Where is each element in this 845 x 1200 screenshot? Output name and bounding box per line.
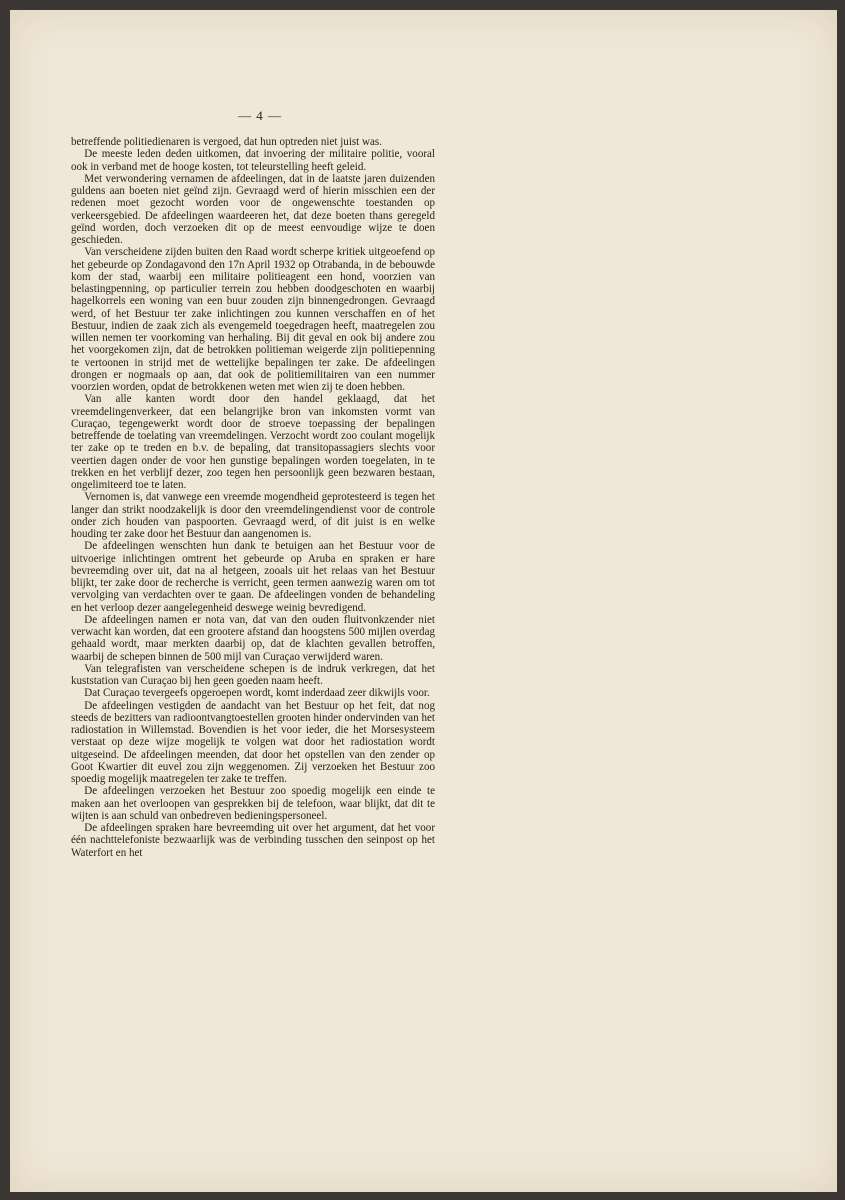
document-page [10, 10, 837, 1192]
paragraph: De meeste leden deden uitkomen, dat invoering der militaire politie, vooral ook in verband met de hooge kosten, tot teleurstelling heeft geleid. [71, 148, 435, 173]
paragraph: De afdeelingen verzoeken het Bestuur zoo spoedig mogelijk een einde te maken aan het overloopen van gesprekken bij de telefoon, waar blijkt, dat dit te wijten is aan schuld van onbedreven bedieningspersoneel. [71, 785, 435, 822]
paragraph: De afdeelingen vestigden de aandacht van het Bestuur op het feit, dat nog steeds de bezitters van radioontvangtoestellen grooten hinder ondervinden van het radiostation in Willemstad. Bovendien is het voor ieder, die het Morsesysteem verstaat op deze wijze mogelijk te volgen wat door het radiostation wordt uitgeseind. De afdeelingen meenden, dat door het opstellen van den zender op Goot Kwartier dit euvel zou zijn weggenomen. Zij verzoeken het Bestuur zoo spoedig mogelijk maatregelen ter zake te treffen. [71, 699, 435, 785]
paragraph: betreffende politiedienaren is vergoed, dat hun optreden niet juist was. [71, 136, 382, 148]
paragraph: Van telegrafisten van verscheidene schepen is de indruk verkregen, dat het kuststation van Curaçao bij hen geen goeden naam heeft. [71, 662, 435, 687]
page-number: — 4 — [238, 108, 282, 123]
paragraph: De afdeelingen namen er nota van, dat van den ouden fluitvonkzender niet verwacht kan worden, dat een grootere afstand dan hoogstens 500 mijlen overdag gehaald wordt, maar merkten daarbij op, dat de klachten gevallen betroffen, waarbij de schepen binnen de 500 mijl van Curaçao verwijderd waren. [71, 613, 435, 663]
paragraph: Van alle kanten wordt door den handel geklaagd, dat het vreemdelingenverkeer, dat een belangrijke bron van inkomsten vormt van Curaçao, tegengewerkt wordt door de stroeve toepassing der bepalingen betreffende de toelating van vreemdelingen. Verzocht wordt zoo coulant mogelijk ter zake op te treden en b.v. de bepaling, dat transitopassagiers slechts voor veertien dagen onder de voor hen gunstige bepalingen worden toegelaten, in te trekken en het verblijf dezer, zoo tegen hen persoonlijk geen bezwaren bestaan, ongelimiteerd toe te laten. [71, 393, 435, 491]
paragraph: Van verscheidene zijden buiten den Raad wordt scherpe kritiek uitgeoefend op het gebeurde op Zondagavond den 17n April 1932 op Otrabanda, in de bebouwde kom der stad, waarbij een militaire politieagent een hond, voorzien van belastingpenning, op particulier terrein zou hebben doodgeschoten en waarbij hagelkorrels een woning van een buur zouden zijn binnengedrongen. Gevraagd werd, of het Bestuur ter zake inlichtingen zou kunnen verschaffen en of het Bestuur, indien de zaak zich als evengemeld toegedragen heeft, maatregelen zou willen nemen ter voorkoming van herhaling. Bij dit geval en ook bij andere zou het voorgekomen zijn, dat de betrokken politieman weigerde zijn politiepenning te vertoonen in strijd met de wettelijke bepalingen ter zake. De afdeelingen drongen er nogmaals op aan, dat ook de politiemilitairen van een nummer voorzien worden, opdat de betrokkenen weten met wien zij te doen hebben. [71, 246, 435, 393]
paragraph: De afdeelingen wenschten hun dank te betuigen aan het Bestuur voor de uitvoerige inlichtingen omtrent het gebeurde op Aruba en spraken er hare bevreemding over uit, dat na al hetgeen, zooals uit het relaas van het Bestuur blijkt, ter zake door de recherche is verricht, geen termen aanwezig waren om tot vervolging van verdachten over te gaan. De afdeelingen vonden de behandeling en het verloop dezer aangelegenheid deswege weinig bevredigend. [71, 540, 435, 614]
paragraph: Vernomen is, dat vanwege een vreemde mogendheid geprotesteerd is tegen het langer dan strikt noodzakelijk is door den vreemdelingendienst voor de controle onder zich houden van paspoorten. Gevraagd werd, of dit juist is en welke houding ter zake door het Bestuur dan aangenomen is. [71, 491, 435, 540]
paragraph: Dat Curaçao tevergeefs opgeroepen wordt, komt inderdaad zeer dikwijls voor. [84, 687, 430, 700]
text-column [71, 136, 435, 859]
paragraph: Met verwondering vernamen de afdeelingen, dat in de laatste jaren duizenden guldens aan boeten niet geïnd zijn. Gevraagd werd of hierin misschien een der redenen moet gezocht worden voor de ongewenschte toestanden op verkeersgebied. De afdeelingen waardeeren het, dat deze boeten thans geregeld geïnd worden, doch verzoeken dit op de meest eenvoudige wijze te doen geschieden. [71, 172, 435, 246]
paragraph: De afdeelingen spraken hare bevreemding uit over het argument, dat het voor één nachttelefoniste bezwaarlijk was de verbinding tusschen den seinpost op het Waterfort en het [71, 822, 435, 859]
